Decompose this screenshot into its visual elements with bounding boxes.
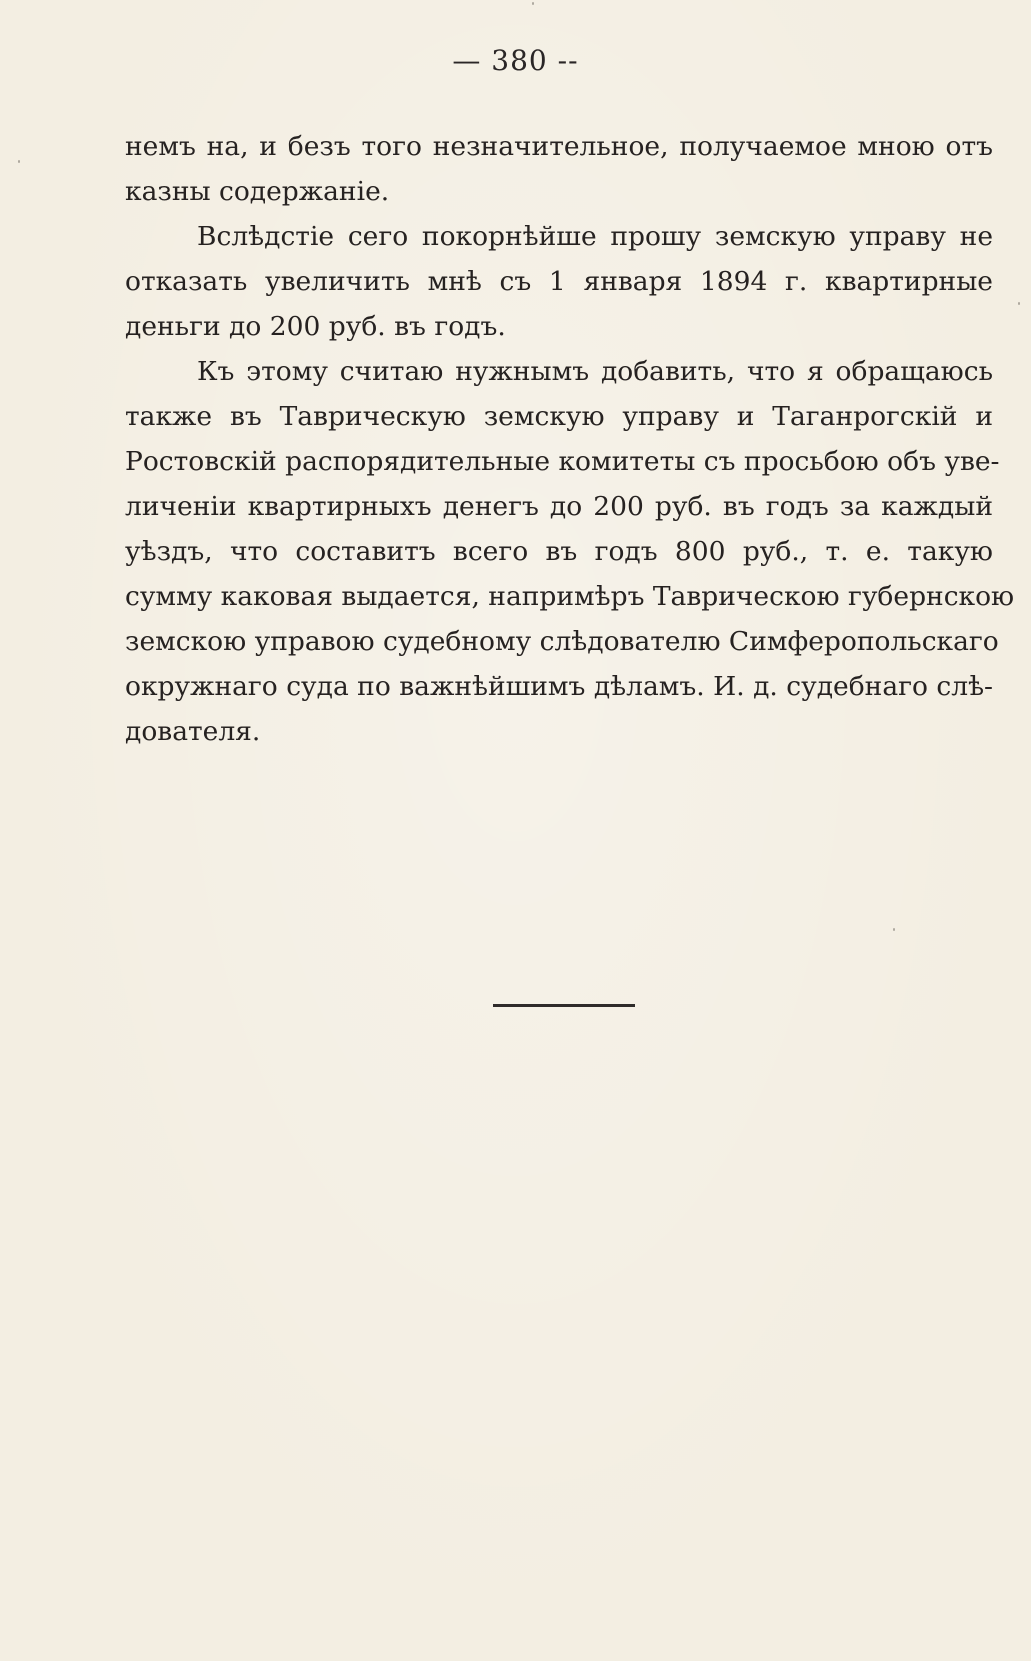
text-line: Ростовскій распорядительные комитеты съ просьбою объ уве- bbox=[125, 446, 1000, 477]
text-line: сумму каковая выдается, напримѣръ Таврическою губернскою bbox=[125, 581, 1015, 612]
text-line: отказать увеличить мнѣ съ 1 января 1894 г. квартирные bbox=[125, 266, 993, 297]
paper-speck bbox=[18, 160, 20, 163]
paragraph-first-line: Вслѣдстіе сего покорнѣйше прошу земскую управу не bbox=[197, 221, 993, 252]
text-line: личеніи квартирныхъ денегъ до 200 руб. въ годъ за каждый bbox=[125, 491, 993, 522]
text-line: окружнаго суда по важнѣйшимъ дѣламъ. И. д. судебнаго слѣ- bbox=[125, 671, 993, 702]
text-line: уѣздъ, что составитъ всего въ годъ 800 руб., т. е. такую bbox=[125, 536, 993, 567]
text-line: земскою управою судебному слѣдователю Симферопольскаго bbox=[125, 626, 999, 657]
paper-speck bbox=[532, 2, 534, 5]
body-text bbox=[125, 124, 1015, 754]
paper-speck bbox=[893, 928, 895, 931]
paper-speck bbox=[1018, 302, 1020, 305]
section-divider-rule bbox=[493, 1004, 635, 1007]
paragraph-first-line: Къ этому считаю нужнымъ добавить, что я обращаюсь bbox=[197, 356, 993, 387]
text-line: дователя. bbox=[125, 716, 261, 747]
text-line: казны содержаніе. bbox=[125, 176, 390, 207]
text-line: немъ на, и безъ того незначительное, получаемое мною отъ bbox=[125, 131, 993, 162]
text-line: также въ Таврическую земскую управу и Таганрогскій и bbox=[125, 401, 993, 432]
text-line: деньги до 200 руб. въ годъ. bbox=[125, 311, 506, 342]
page-number: — 380 -- bbox=[452, 44, 579, 77]
